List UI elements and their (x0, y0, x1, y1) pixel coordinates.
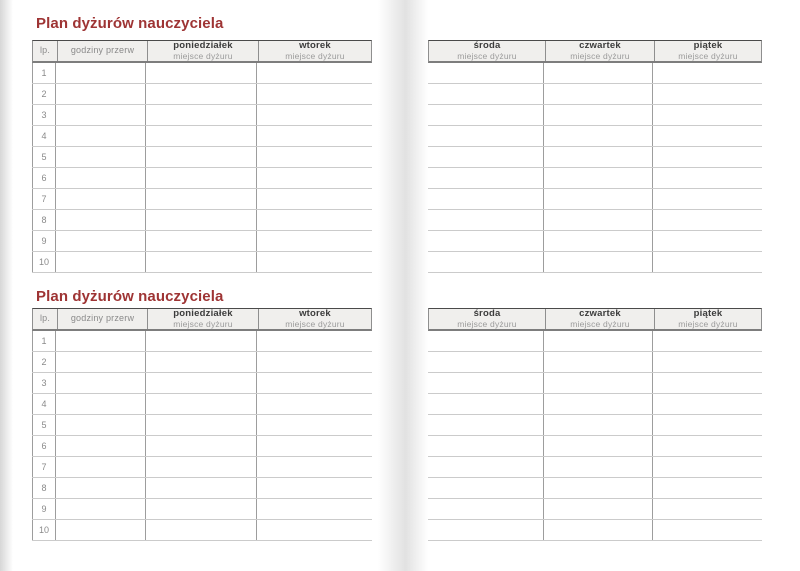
duty-place-cell (146, 84, 257, 104)
table-row (32, 331, 372, 352)
duty-place-cell (146, 478, 257, 498)
duty-place-cell (257, 457, 372, 477)
table-row (32, 84, 372, 105)
col-header-lp (33, 41, 57, 61)
break-time-cell (56, 415, 146, 435)
row-number: 2 (32, 352, 56, 372)
duty-place-cell (653, 478, 762, 498)
table-row (32, 415, 372, 436)
duty-place-cell (653, 168, 762, 188)
duty-place-cell (544, 457, 653, 477)
col-header-monday (147, 309, 258, 329)
duty-place-cell (544, 210, 653, 230)
duty-place-cell (544, 352, 653, 372)
duty-place-cell (544, 126, 653, 146)
break-time-cell (56, 231, 146, 251)
col-header-friday (654, 309, 761, 329)
duty-place-cell (257, 126, 372, 146)
table-row (32, 63, 372, 84)
duty-place-cell (428, 499, 544, 519)
duty-place-cell (544, 499, 653, 519)
table-row (32, 478, 372, 499)
duty-place-cell (146, 126, 257, 146)
duty-place-cell (257, 84, 372, 104)
table-header (32, 308, 372, 331)
col-header-monday (147, 41, 258, 61)
duty-place-cell (544, 252, 653, 272)
duty-place-cell (544, 373, 653, 393)
duty-place-cell (428, 189, 544, 209)
duty-place-cell (146, 331, 257, 351)
duty-place-cell (257, 394, 372, 414)
row-number: 5 (32, 415, 56, 435)
duty-place-label: miejsce dyżuru (285, 319, 345, 329)
duty-place-cell (257, 168, 372, 188)
col-header-label: lp. (39, 313, 51, 324)
break-time-cell (56, 373, 146, 393)
table-row (428, 436, 762, 457)
col-header-label: lp. (39, 45, 51, 56)
table-row (428, 126, 762, 147)
duty-place-cell (653, 415, 762, 435)
day-name-label: poniedziałek (173, 309, 233, 319)
table-row (428, 499, 762, 520)
col-header-tuesday (258, 309, 371, 329)
table-row (428, 520, 762, 541)
duty-place-cell (257, 147, 372, 167)
duty-place-cell (653, 63, 762, 83)
duty-place-cell (653, 520, 762, 540)
table-row (428, 331, 762, 352)
col-header-label: godziny przerw (70, 313, 135, 324)
duty-place-cell (544, 84, 653, 104)
duty-place-cell (428, 520, 544, 540)
break-time-cell (56, 168, 146, 188)
day-name-label: czwartek (579, 309, 621, 319)
col-header-thursday (545, 309, 654, 329)
duty-place-cell (428, 436, 544, 456)
duty-place-cell (257, 331, 372, 351)
break-time-cell (56, 499, 146, 519)
table-row (428, 189, 762, 210)
duty-place-cell (653, 84, 762, 104)
table-body (428, 63, 762, 273)
table-header (428, 40, 762, 63)
page-edge-shadow (0, 0, 13, 571)
break-time-cell (56, 63, 146, 83)
break-time-cell (56, 478, 146, 498)
duty-place-cell (653, 352, 762, 372)
table-row (32, 105, 372, 126)
break-time-cell (56, 126, 146, 146)
duty-place-cell (653, 231, 762, 251)
break-time-cell (56, 189, 146, 209)
duty-place-cell (653, 126, 762, 146)
duty-place-cell (146, 105, 257, 125)
duty-place-cell (146, 252, 257, 272)
duty-place-cell (428, 210, 544, 230)
break-time-cell (56, 84, 146, 104)
duty-place-cell (146, 436, 257, 456)
row-number: 1 (32, 63, 56, 83)
break-time-cell (56, 520, 146, 540)
row-number: 5 (32, 147, 56, 167)
break-time-cell (56, 147, 146, 167)
table-row (428, 415, 762, 436)
duty-place-cell (653, 373, 762, 393)
duty-place-cell (428, 84, 544, 104)
duty-place-cell (428, 147, 544, 167)
duty-place-label: miejsce dyżuru (570, 51, 630, 61)
table-row (428, 84, 762, 105)
duty-place-cell (544, 147, 653, 167)
duty-place-cell (544, 63, 653, 83)
table-row (428, 373, 762, 394)
day-name-label: wtorek (299, 309, 331, 319)
duty-place-cell (257, 478, 372, 498)
page-title: Plan dyżurów nauczyciela (36, 15, 224, 32)
table-body (32, 63, 372, 273)
table-row (428, 457, 762, 478)
duty-place-cell (653, 436, 762, 456)
col-header-break-times (57, 309, 147, 329)
break-time-cell (56, 352, 146, 372)
col-header-wednesday (429, 309, 545, 329)
table-header (428, 308, 762, 331)
duty-place-label: miejsce dyżuru (570, 319, 630, 329)
duty-place-cell (428, 63, 544, 83)
duty-place-cell (257, 373, 372, 393)
duty-place-cell (428, 478, 544, 498)
break-time-cell (56, 105, 146, 125)
duty-place-cell (544, 415, 653, 435)
duty-place-cell (146, 499, 257, 519)
duty-place-cell (544, 478, 653, 498)
day-name-label: piątek (693, 41, 723, 51)
table-row (428, 352, 762, 373)
duty-place-cell (428, 231, 544, 251)
day-name-label: piątek (693, 309, 723, 319)
duty-place-label: miejsce dyżuru (457, 319, 517, 329)
duty-place-cell (146, 415, 257, 435)
table-row (428, 168, 762, 189)
duty-place-cell (653, 457, 762, 477)
duty-place-cell (146, 352, 257, 372)
table-row (428, 147, 762, 168)
break-time-cell (56, 252, 146, 272)
row-number: 9 (32, 231, 56, 251)
duty-place-cell (257, 436, 372, 456)
break-time-cell (56, 331, 146, 351)
table-header (32, 40, 372, 63)
duty-place-label: miejsce dyżuru (678, 319, 738, 329)
row-number: 2 (32, 84, 56, 104)
row-number: 1 (32, 331, 56, 351)
duty-place-cell (653, 210, 762, 230)
col-header-wednesday (429, 41, 545, 61)
duty-table-right-bottom (428, 308, 762, 541)
duty-place-cell (257, 210, 372, 230)
break-time-cell (56, 394, 146, 414)
duty-place-cell (257, 520, 372, 540)
col-header-thursday (545, 41, 654, 61)
duty-place-cell (653, 147, 762, 167)
duty-place-cell (544, 189, 653, 209)
duty-place-cell (146, 168, 257, 188)
row-number: 10 (32, 520, 56, 540)
duty-place-label: miejsce dyżuru (457, 51, 517, 61)
duty-place-cell (544, 436, 653, 456)
duty-place-cell (544, 520, 653, 540)
duty-place-cell (146, 147, 257, 167)
duty-place-cell (146, 189, 257, 209)
day-name-label: wtorek (299, 41, 331, 51)
table-row (428, 231, 762, 252)
table-row (32, 436, 372, 457)
duty-place-cell (428, 331, 544, 351)
duty-place-label: miejsce dyżuru (678, 51, 738, 61)
table-row (32, 252, 372, 273)
duty-place-cell (428, 373, 544, 393)
duty-place-cell (428, 168, 544, 188)
col-header-lp (33, 309, 57, 329)
duty-place-cell (257, 105, 372, 125)
page-gutter-shadow (378, 0, 428, 571)
table-row (32, 126, 372, 147)
duty-place-label: miejsce dyżuru (285, 51, 345, 61)
duty-place-cell (257, 231, 372, 251)
table-row (32, 373, 372, 394)
duty-place-cell (428, 105, 544, 125)
table-row (32, 520, 372, 541)
table-body (32, 331, 372, 541)
day-name-label: poniedziałek (173, 41, 233, 51)
page-title: Plan dyżurów nauczyciela (36, 288, 224, 305)
duty-place-cell (257, 415, 372, 435)
duty-place-cell (653, 189, 762, 209)
duty-place-cell (428, 457, 544, 477)
duty-table-right-top (428, 40, 762, 273)
row-number: 6 (32, 436, 56, 456)
duty-place-cell (544, 231, 653, 251)
day-name-label: środa (473, 309, 501, 319)
break-time-cell (56, 436, 146, 456)
row-number: 3 (32, 373, 56, 393)
table-row (32, 352, 372, 373)
row-number: 8 (32, 210, 56, 230)
duty-table-left-top (32, 40, 372, 273)
duty-place-cell (428, 352, 544, 372)
row-number: 4 (32, 126, 56, 146)
duty-place-cell (653, 499, 762, 519)
duty-place-cell (146, 373, 257, 393)
row-number: 3 (32, 105, 56, 125)
break-time-cell (56, 457, 146, 477)
table-row (428, 210, 762, 231)
duty-place-cell (146, 210, 257, 230)
duty-place-cell (146, 231, 257, 251)
table-row (32, 499, 372, 520)
break-time-cell (56, 210, 146, 230)
duty-place-label: miejsce dyżuru (173, 319, 233, 329)
day-name-label: środa (473, 41, 501, 51)
duty-place-cell (257, 499, 372, 519)
duty-place-cell (428, 126, 544, 146)
table-row (428, 63, 762, 84)
duty-place-cell (428, 252, 544, 272)
duty-place-cell (146, 520, 257, 540)
duty-place-cell (257, 352, 372, 372)
table-row (32, 189, 372, 210)
col-header-label: godziny przerw (70, 45, 135, 56)
table-row (428, 394, 762, 415)
table-row (32, 147, 372, 168)
duty-place-cell (544, 394, 653, 414)
row-number: 10 (32, 252, 56, 272)
table-row (428, 252, 762, 273)
duty-place-cell (428, 415, 544, 435)
duty-place-cell (146, 457, 257, 477)
row-number: 7 (32, 457, 56, 477)
table-body (428, 331, 762, 541)
duty-place-cell (146, 63, 257, 83)
day-name-label: czwartek (579, 41, 621, 51)
row-number: 7 (32, 189, 56, 209)
col-header-break-times (57, 41, 147, 61)
duty-place-cell (257, 63, 372, 83)
duty-place-cell (544, 168, 653, 188)
duty-place-cell (653, 331, 762, 351)
duty-table-left-bottom (32, 308, 372, 541)
row-number: 9 (32, 499, 56, 519)
row-number: 6 (32, 168, 56, 188)
table-row (32, 231, 372, 252)
row-number: 8 (32, 478, 56, 498)
duty-place-cell (146, 394, 257, 414)
duty-place-cell (544, 105, 653, 125)
duty-place-cell (257, 189, 372, 209)
table-row (32, 457, 372, 478)
duty-place-cell (257, 252, 372, 272)
table-row (32, 210, 372, 231)
col-header-friday (654, 41, 761, 61)
table-row (32, 394, 372, 415)
table-row (32, 168, 372, 189)
col-header-tuesday (258, 41, 371, 61)
duty-place-cell (653, 394, 762, 414)
duty-place-cell (653, 252, 762, 272)
row-number: 4 (32, 394, 56, 414)
duty-place-label: miejsce dyżuru (173, 51, 233, 61)
table-row (428, 478, 762, 499)
duty-place-cell (428, 394, 544, 414)
duty-place-cell (653, 105, 762, 125)
duty-place-cell (544, 331, 653, 351)
table-row (428, 105, 762, 126)
